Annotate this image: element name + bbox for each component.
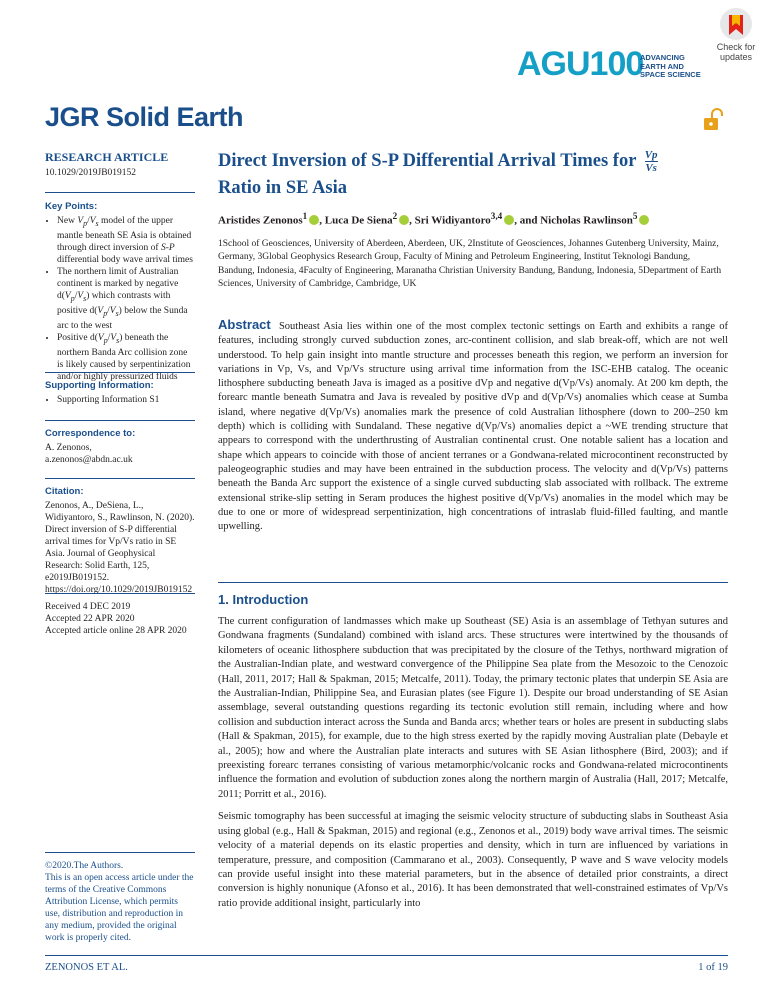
article-title [218, 148, 728, 202]
supporting-heading: Supporting Information: [45, 380, 154, 391]
article-doi[interactable]: 10.1029/2019JB019152 [45, 168, 137, 178]
agu-logo [517, 47, 643, 81]
key-point: • New $V_p/V_s$ model of the upper mantle beneath SE Asia is obtained through direct inversion of S-P differential body wave arrival times [57, 215, 195, 266]
title-line-2: Ratio in SE Asia [218, 178, 348, 198]
bookmark-icon [708, 6, 764, 42]
introduction-body [218, 615, 728, 919]
key-point: • Positive $d(V_p/V_s)$ beneath the northern Banda Arc collision zone is likely caused by serpentinization and/or highly pressurized fluids [57, 332, 195, 383]
agu-logo-text: AGU100 [517, 45, 644, 83]
supporting-item[interactable]: • Supporting Information S1 [57, 394, 195, 406]
correspondence-heading: Correspondence to: [45, 428, 136, 439]
key-point: • The northern limit of Australian continent is marked by negative $d(V_p/V_s)$ which contrasts with positive $d(V_p/V_s)$ below the Sunda arc to the west [57, 266, 195, 332]
abstract-heading: Abstract [218, 317, 271, 332]
author-affiliation: 2 [392, 211, 398, 221]
key-points [45, 201, 195, 383]
license-box [45, 860, 195, 944]
supporting-information [45, 380, 195, 406]
author-name: Aristides Zenonos [218, 214, 303, 227]
orcid-icon[interactable] [504, 215, 514, 225]
article-dates [45, 601, 195, 637]
journal-name: JGR Solid Earth [45, 102, 244, 132]
copyright: ©2020.The Authors. [45, 861, 124, 871]
open-access-lock-icon [702, 108, 724, 132]
citation-text: Zenonos, A., DeSiena, L., Widiyantoro, S., Rawlinson, N. (2020). Direct inversion of S-P differential arrival times for Vp/Vs ratio in SE Asia. Journal of Geophysical Research: Solid Earth, 125, e2019JB019152. https://doi.org/10.1029/2019JB019152 [45, 501, 195, 595]
section-heading-introduction: 1. Introduction [218, 592, 309, 607]
author-affiliation: 1 [302, 211, 308, 221]
check-for-updates-badge[interactable] [708, 6, 764, 64]
intro-paragraph-2: Seismic tomography has been successful at imaging the seismic velocity structure of subducting slabs in Southeast Asia using global (e.g., Hall & Spakman, 2015) and regional (e.g., Zenonos et al., 2019) body wave arrival times. The seismic velocity of a material depends on its elastic properties and density, which in turn are influenced by variations in temperature, pressure, and composition (Cammarano et al., 2003). Consequently, P wave and S wave velocity models can provide useful insight into these material parameters, but in the absence of detailed prior constraints, a direct conversion is highly nonunique (Afonso et al., 2016). It has been demonstrated that well-constrained estimates of Vp/Vs ratio provide additional insight, particularly into [218, 811, 728, 909]
orcid-icon[interactable] [399, 215, 409, 225]
author-affiliation: 5 [632, 211, 638, 221]
correspondence-name: A. Zenonos, [45, 443, 92, 453]
footer-authors: ZENONOS ET AL. [45, 962, 128, 973]
article-type: RESEARCH ARTICLE [45, 150, 169, 164]
citation-heading: Citation: [45, 486, 84, 497]
page-number: 1 of 19 [698, 962, 728, 973]
section-divider [218, 582, 728, 583]
check-for-updates-label: Check for updates [716, 42, 756, 62]
correspondence-email[interactable]: a.zenonos@abdn.ac.uk [45, 455, 133, 465]
author-name: Nicholas Rawlinson [540, 214, 633, 227]
accepted-date: Accepted 22 APR 2020 [45, 614, 135, 624]
correspondence [45, 428, 195, 466]
abstract-text: Southeast Asia lies within one of the most complex tectonic settings on Earth and exhibits a range of features, including strongly curved subduction zones, arc-continent collision, and slab break-off, which are not well understood. To help gain insight into mantle structure and processes beneath this region, we perform an inversion for variations in Vp, Vs, and Vp/Vs structure using arrival time information from the ISC-EHB catalog. The oceanic lithosphere subducting beneath Java is imaged as a positive dVp and negative d(Vp/Vs) anomaly. At 200 km depth, the forearc mantle beneath Sumatra and Java is revealed by positive dVp and d(Vp/Vs) anomalies which cease at Sumba island, where negative d(Vp/Vs) anomalies mark the presence of cold Australian lithosphere (down to 200–250 km depth) which is colliding with Sundaland. These negative d(Vp/Vs) anomalies depict a ~WE trending structure that appears to correspond with the underthrusting of Australian continental crust. One notable salient has a location and shape which appears to coincide with those of ancient terranes or a Gondwana-related microcontinent reconstructed by paleogeographic studies and may have been entrained in the subduction process. The velocity and d(Vp/Vs) patterns beneath the Banda Arc support the existence of a single curved subducting slab associated with rollback. The extreme extensional strike-slip setting in Seram produces the highest positive d(Vp/Vs) anomalies in the model which may be due to one or more of widespread serpentinization, high concentrations of intraslab fluid-filled faulting, and mantle upwelling. [218, 321, 728, 533]
title-fraction [645, 149, 658, 174]
key-points-heading: Key Points: [45, 201, 98, 212]
citation [45, 486, 195, 596]
author-name: Sri Widiyantoro [414, 214, 491, 227]
orcid-icon[interactable] [639, 215, 649, 225]
title-fraction-numerator: Vp [644, 149, 658, 162]
author-list: Aristides Zenonos$^1$ , Luca De Siena$^2$ , Sri Widiyantoro$^{3,4}$ , and Nicholas Rawlinson$^5$ [218, 211, 738, 227]
title-line-1: Direct Inversion of S-P Differential Arrival Times for [218, 151, 637, 171]
license-text: This is an open access article under the terms of the Creative Commons Attribution License, which permits use, distribution and reproduction in any medium, provided the original work is properly cited. [45, 873, 194, 943]
author-affiliation: 3,4 [490, 211, 503, 221]
accepted-online-date: Accepted article online 28 APR 2020 [45, 626, 187, 636]
intro-paragraph-1: The current configuration of landmasses which make up Southeast (SE) Asia is an assemblage of Tethyan sutures and Gondwana fragments (Sundaland) combined with island arcs. These structures were intertwined by the thousands of kilometers of oceanic lithosphere subduction that was precipitated by the closure of the Tethys, northward migration of the Australian-Indian plate, and westward convergence of the Philippine Sea plate from the Mesozoic to the Cenozoic (Hall, 2011, 2017; Hall & Spakman, 2015; Metcalfe, 2011). Today, the primary tectonic plates that underpin SE Asia are the Australian-Indian, Philippine Sea, and Eurasian plates (see Figure 1). Despite our broad understanding of SE Asian assemblage, several outstanding questions regarding its tectonic evolution still remain, including where and how collision and subduction interact across the Sunda and Banda arcs; whether tears or holes are present in subducting slabs (Hall & Spakman, 2015), for example, due to the high stress exerted by the rapidly moving Australian plate (Debayle et al., 2005); how and where the Australian plate interacts and sutures with SE Asian lithosphere (Bird, 2003); and if preexisting forearc terranes consisting of various metamorphic/volcanic rocks and Gondwana-related microcontinents influence the formation and evolution of subduction zones along the northern margin of Australia (Hall, 2017; Metcalfe, 2011; Porritt et al., 2016). [218, 616, 728, 800]
author-name: Luca De Siena [324, 214, 393, 227]
footer-rule [45, 955, 728, 956]
orcid-icon[interactable] [309, 215, 319, 225]
affiliations: 1School of Geosciences, University of Aberdeen, Aberdeen, UK, 2Institute of Geosciences, Johannes Gutenberg University, Mainz, Germany, 3Global Geophysics Research Group, Faculty of Mining and Petroleum Engineering, Institut Teknologi Bandung, Bandung, Indonesia, 4Faculty of Engineering, Maranatha Christian University Bandung, Bandung, Indonesia, 5Department of Earth Sciences, University of Cambridge, Cambridge, UK [218, 239, 722, 289]
received-date: Received 4 DEC 2019 [45, 602, 131, 612]
agu-tagline: ADVANCING EARTH AND SPACE SCIENCE [640, 53, 701, 79]
abstract [218, 318, 728, 534]
title-fraction-denominator: Vs [645, 162, 657, 175]
